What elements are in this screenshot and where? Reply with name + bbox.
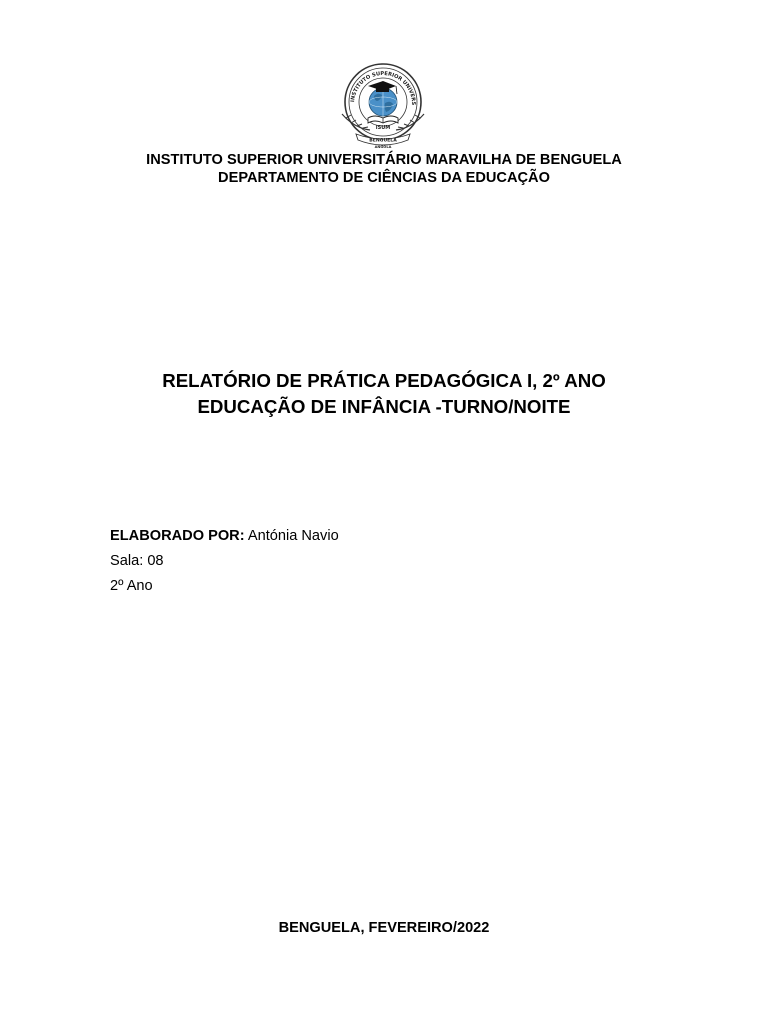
svg-text:ISUM: ISUM [375, 125, 391, 131]
report-title-line-1: RELATÓRIO DE PRÁTICA PEDAGÓGICA I, 2º ANO [162, 370, 606, 391]
institution-name: INSTITUTO SUPERIOR UNIVERSITÁRIO MARAVILHA DE BENGUELA [146, 152, 622, 168]
report-title-line-2: EDUCAÇÃO DE INFÂNCIA -TURNO/NOITE [197, 396, 571, 417]
department-name: DEPARTAMENTO DE CIÊNCIAS DA EDUCAÇÃO [218, 170, 550, 186]
year-line: 2º Ano [110, 578, 153, 594]
svg-text:BENGUELA: BENGUELA [369, 138, 397, 144]
place-date-footer: BENGUELA, FEVEREIRO/2022 [278, 920, 490, 936]
room-line: Sala: 08 [110, 553, 164, 569]
svg-text:INSTITUTO SUPERIOR UNIVERSITÁR: INSTITUTO SUPERIOR UNIVERS [350, 70, 417, 106]
seal-icon [334, 62, 432, 152]
author-line [110, 527, 339, 545]
svg-text:ANGOLA: ANGOLA [374, 145, 392, 149]
author-name: Antónia Navio [247, 528, 339, 544]
university-seal-logo [334, 62, 432, 152]
author-label: ELABORADO POR: [110, 528, 245, 544]
